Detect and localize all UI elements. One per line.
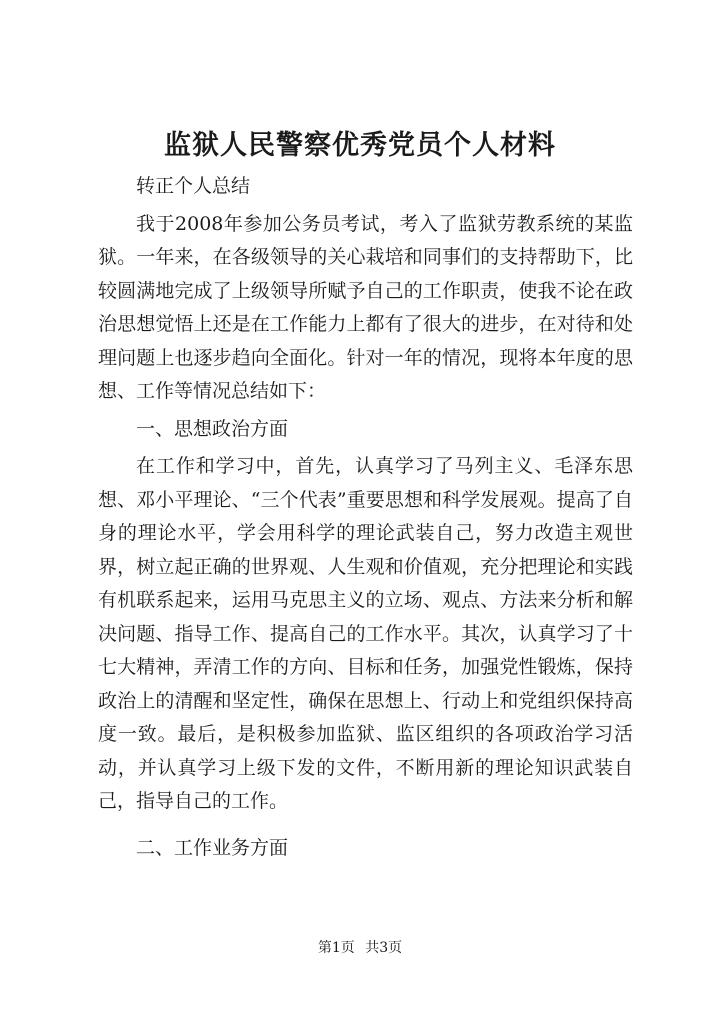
page-footer	[0, 938, 720, 958]
page-number: 第1页	[317, 940, 355, 956]
intro-paragraph: 我于2008年参加公务员考试，考入了监狱劳教系统的某监狱。一年来，在各级领导的关心栽培和同事们的支持帮助下，比较圆满地完成了上级领导所赋予自己的工作职责，使我不论在政治思想觉悟上还是在工作能力上都有了很大的进步，在对待和处理问题上也逐步趋向全面化。针对一年的情况，现将本年度的思想、工作等情况总结如下：	[98, 212, 633, 402]
page-total: 共3页	[365, 940, 403, 956]
section-heading-political: 一、思想政治方面	[136, 417, 289, 440]
political-paragraph: 在工作和学习中，首先，认真学习了马列主义、毛泽东思想、邓小平理论、“三个代表”重要思想和科学发展观。提高了自身的理论水平，学会用科学的理论武装自己，努力改造主观世界，树立起正确的世界观、人生观和价值观，充分把理论和实践有机联系起来，运用马克思主义的立场、观点、方法来分析和解决问题、指导工作、提高自己的工作水平。其次，认真学习了十七大精神，弄清工作的方向、目标和任务，加强党性锻炼，保持政治上的清醒和坚定性，确保在思想上、行动上和党组织保持高度一致。最后，是积极参加监狱、监区组织的各项政治学习活动，并认真学习上级下发的文件，不断用新的理论知识武装自己，指导自己的工作。	[98, 455, 633, 812]
subtitle-paragraph: 转正个人总结	[136, 175, 251, 197]
section-heading-work: 二、工作业务方面	[136, 836, 289, 859]
document-title: 监狱人民警察优秀党员个人材料	[164, 130, 556, 161]
document-body	[98, 170, 633, 865]
